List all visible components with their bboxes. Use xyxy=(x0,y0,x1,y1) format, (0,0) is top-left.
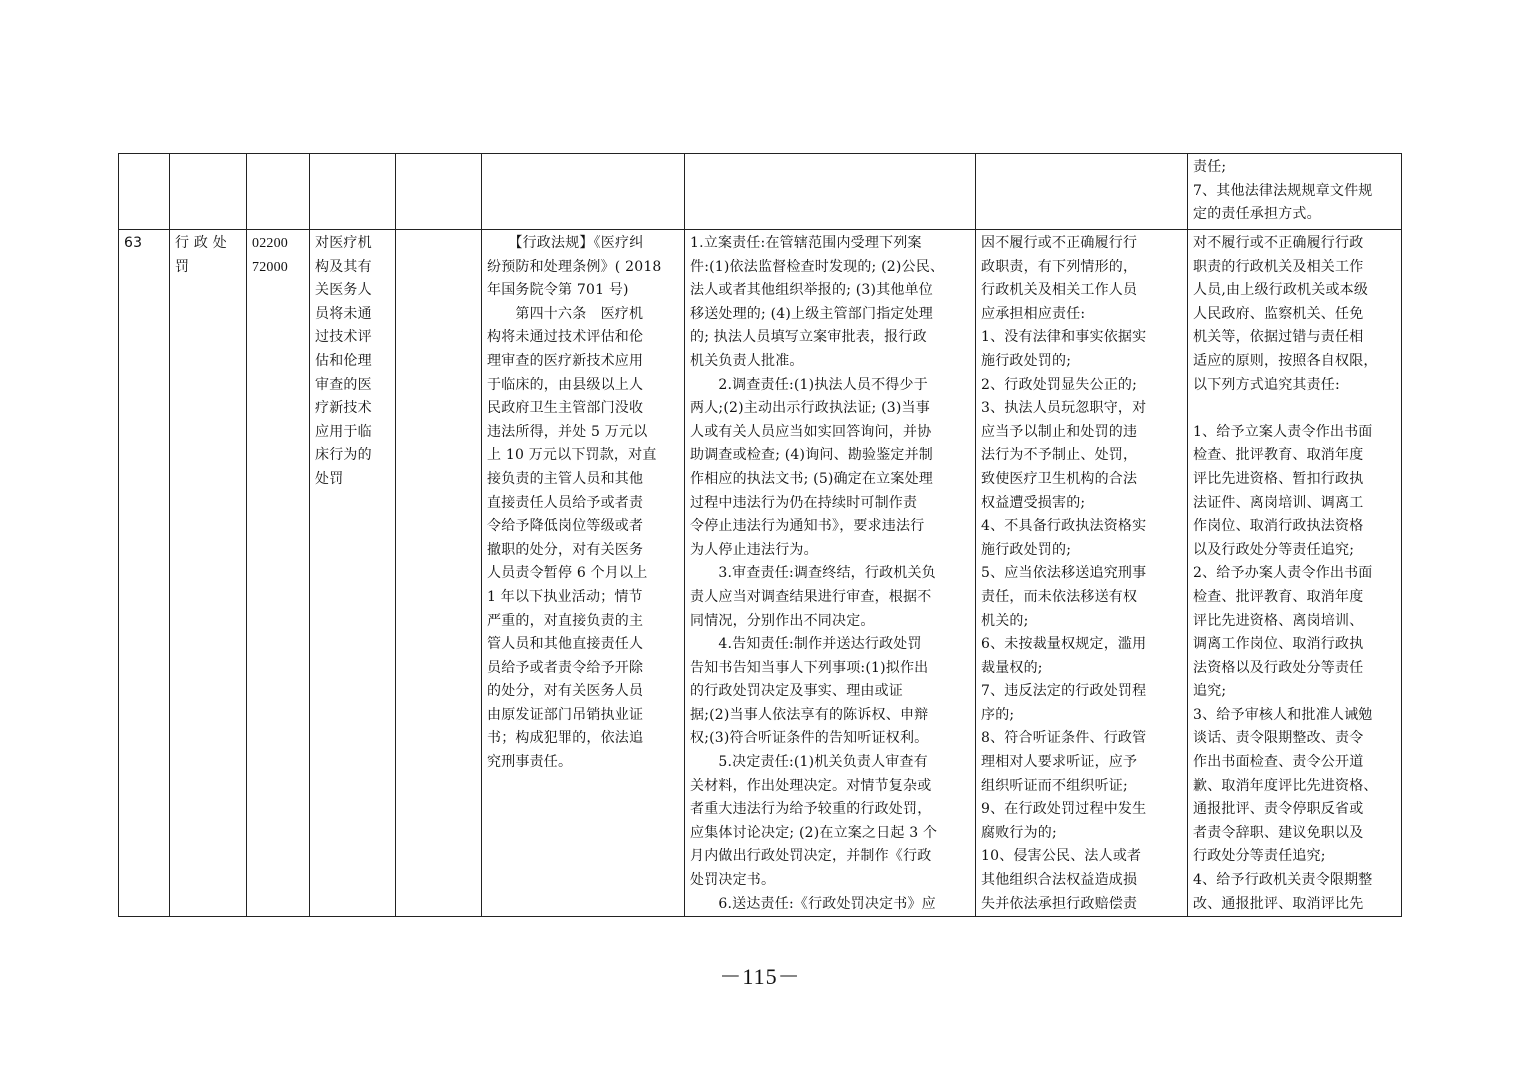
text-line: 撤职的处分，对有关医务 xyxy=(487,541,644,558)
text-line: 作相应的执法文书; (5)确定在立案处理 xyxy=(690,470,933,487)
text-line: 2、给予办案人责令作出书面 xyxy=(1193,565,1373,582)
text-line: 6、未按裁量权规定，滥用 xyxy=(981,636,1147,653)
cell-name xyxy=(310,154,396,230)
text-line: 件:(1)依法监督检查时发现的; (2)公民、 xyxy=(690,258,945,275)
power-type xyxy=(170,230,247,917)
text-line: 谈话、责令限期整改、责令 xyxy=(1193,730,1364,747)
responsibility-items xyxy=(685,230,976,917)
text-line: 管人员和其他直接责任人 xyxy=(487,636,644,653)
text-line: 人员责令暂停 6 个月以上 xyxy=(487,565,648,582)
text-line: 对医疗机 xyxy=(315,235,372,251)
text-line: 人民政府、监察机关、任免 xyxy=(1193,305,1364,322)
text-line: 的; 执法人员填写立案审批表，报行政 xyxy=(690,329,927,346)
text-line: 人或有关人员应当如实回答询问，并协 xyxy=(690,423,932,440)
legal-basis xyxy=(482,230,685,917)
text-line: 月内做出行政处罚决定，并制作《行政 xyxy=(690,848,932,865)
text-line: 关材料，作出处理决定。对情节复杂或 xyxy=(690,777,932,794)
text-line: 法证件、离岗培训、调离工 xyxy=(1193,494,1364,511)
text-line: 床行为的 xyxy=(315,447,372,464)
text-line: 接负责的主管人员和其他 xyxy=(487,470,644,487)
text-line: 估和伦理 xyxy=(315,352,372,369)
text-line: 职责的行政机关及相关工作 xyxy=(1193,258,1364,275)
text-line: 责人应当对调查结果进行审查，根据不 xyxy=(690,588,932,605)
text-line: 者重大违法行为给予较重的行政处罚， xyxy=(690,801,932,818)
text-line: 应当予以制止和处罚的违 xyxy=(981,423,1138,440)
text-line: 作岗位、取消行政执法资格 xyxy=(1193,518,1364,535)
text-line: 权;(3)符合听证条件的告知听证权利。 xyxy=(690,730,929,747)
row-number: 63 xyxy=(119,230,170,917)
text-line: 告知书告知当事人下列事项:(1)拟作出 xyxy=(690,659,929,676)
text-line: 1.立案责任:在管辖范围内受理下列案 xyxy=(690,235,922,251)
text-line: 疗新技术 xyxy=(315,400,372,417)
text-line: 5.决定责任:(1)机关负责人审查有 xyxy=(690,754,928,771)
text-line: 关医务人 xyxy=(315,282,372,299)
text-line: 3、给予审核人和批准人诫勉 xyxy=(1193,706,1373,723)
text-line: 因不履行或不正确履行行 xyxy=(981,235,1138,251)
text-line: 3、执法人员玩忽职守，对 xyxy=(981,400,1147,417)
power-name xyxy=(310,230,396,917)
text-line: 4、不具备行政执法资格实 xyxy=(981,518,1147,535)
text-line: 直接责任人员给予或者责 xyxy=(487,494,644,511)
text-line: 移送处理的; (4)上级主管部门指定处理 xyxy=(690,305,933,322)
text-line: 02200 xyxy=(252,236,288,251)
text-line: 的行政处罚决定及事实、理由或证 xyxy=(690,683,903,700)
liability-circumstances xyxy=(976,230,1188,917)
text-line: 权益遭受损害的; xyxy=(981,494,1086,511)
cell-basis xyxy=(482,154,685,230)
text-line: 腐败行为的; xyxy=(981,824,1057,841)
text-line: 检查、批评教育、取消年度 xyxy=(1193,447,1364,464)
text-line: 以及行政处分等责任追究; xyxy=(1193,541,1355,558)
text-line: 应集体讨论决定; (2)在立案之日起 3 个 xyxy=(690,824,938,841)
cell-accountability xyxy=(1188,154,1402,230)
cell-type xyxy=(170,154,247,230)
text-line: 法行为不予制止、处罚， xyxy=(981,447,1138,464)
text-line: 责任，而未依法移送有权 xyxy=(981,588,1138,605)
text-line: 年国务院令第 701 号) xyxy=(487,282,629,299)
text-line: 施行政处罚的; xyxy=(981,352,1072,369)
text-line: 【行政法规】《医疗纠 xyxy=(487,235,644,251)
table-row xyxy=(119,230,1402,917)
text-line: 3.审查责任:调查终结，行政机关负 xyxy=(690,565,936,582)
text-line: 定的责任承担方式。 xyxy=(1193,206,1321,223)
text-line: 评比先进资格、暂扣行政执 xyxy=(1193,470,1364,487)
text-line: 由原发证部门吊销执业证 xyxy=(487,706,644,723)
text-line: 纷预防和处理条例》( 2018 xyxy=(487,258,662,275)
text-line: 7、其他法律法规规章文件规 xyxy=(1193,182,1373,199)
text-line: 令给予降低岗位等级或者 xyxy=(487,518,644,535)
text-line: 应用于临 xyxy=(315,423,372,440)
text-line: 助调查或检查; (4)询问、勘验鉴定并制 xyxy=(690,447,933,464)
text-line: 改、通报批评、取消评比先 xyxy=(1193,895,1364,912)
text-line: 违法所得，并处 5 万元以 xyxy=(487,423,648,440)
text-line: 裁量权的; xyxy=(981,659,1043,676)
cell-number xyxy=(119,154,170,230)
text-line: 机关等，依据过错与责任相 xyxy=(1193,329,1364,346)
text-line: 究刑事责任。 xyxy=(487,754,573,771)
text-line: 施行政处罚的; xyxy=(981,541,1072,558)
text-line: 书；构成犯罪的，依法追 xyxy=(487,730,644,747)
text-line: 序的; xyxy=(981,706,1015,723)
text-line: 2、行政处罚显失公正的; xyxy=(981,376,1138,393)
accountability-methods xyxy=(1188,230,1402,917)
text-line: 理相对人要求听证，应予 xyxy=(981,754,1138,771)
sub-item xyxy=(396,230,482,917)
page-number: －115－ xyxy=(719,964,801,989)
text-line: 调离工作岗位、取消行政执 xyxy=(1193,636,1364,653)
text-line: 评比先进资格、离岗培训、 xyxy=(1193,612,1364,629)
text-line: 72000 xyxy=(252,259,288,275)
cell-responsibility xyxy=(685,154,976,230)
text-line: 适应的原则，按照各自权限， xyxy=(1193,352,1378,369)
text-line: 1、给予立案人责令作出书面 xyxy=(1193,423,1373,440)
text-line: 第四十六条 医疗机 xyxy=(487,305,644,322)
text-line: 1、没有法律和事实依据实 xyxy=(981,329,1147,346)
cell-sub-item xyxy=(396,154,482,230)
text-line: 过程中违法行为仍在持续时可制作责 xyxy=(690,494,918,511)
text-line: 者责令辞职、建议免职以及 xyxy=(1193,824,1364,841)
continuation-row xyxy=(119,154,1402,230)
text-line: 通报批评、责令停职反省或 xyxy=(1193,801,1364,818)
text-line: 于临床的，由县级以上人 xyxy=(487,376,644,393)
text-line: 构及其有 xyxy=(315,258,372,275)
text-line: 法人或者其他组织举报的; (3)其他单位 xyxy=(690,282,933,299)
text-line: 过技术评 xyxy=(315,329,372,346)
text-line: 失并依法承担行政赔偿责 xyxy=(981,895,1138,912)
text-line: 歉、取消年度评比先进资格、 xyxy=(1193,777,1378,794)
text-line: 5、应当依法移送追究刑事 xyxy=(981,565,1147,582)
text-line: 据;(2)当事人依法享有的陈诉权、申辩 xyxy=(690,706,929,723)
cell-liability xyxy=(976,154,1188,230)
text-line: 对不履行或不正确履行行政 xyxy=(1193,235,1364,251)
text-line: 10、侵害公民、法人或者 xyxy=(981,848,1142,865)
text-line: 7、违反法定的行政处罚程 xyxy=(981,683,1147,700)
text-line: 令停止违法行为通知书》，要求违法行 xyxy=(690,518,925,535)
text-line: 应承担相应责任: xyxy=(981,305,1086,322)
text-line: 政职责，有下列情形的， xyxy=(981,258,1138,275)
text-line: 理审查的医疗新技术应用 xyxy=(487,352,644,369)
text-line: 9、在行政处罚过程中发生 xyxy=(981,801,1147,818)
power-list-table xyxy=(118,153,1402,917)
text-line: 组织听证而不组织听证; xyxy=(981,777,1128,794)
text-line: 6.送达责任:《行政处罚决定书》应 xyxy=(690,895,936,912)
text-line: 机关负责人批准。 xyxy=(690,352,804,369)
text-line: 民政府卫生主管部门没收 xyxy=(487,400,644,417)
text-line: 致使医疗卫生机构的合法 xyxy=(981,470,1138,487)
text-line: 员将未通 xyxy=(315,305,372,322)
text-line: 处罚决定书。 xyxy=(690,872,776,889)
text-line: 为人停止违法行为。 xyxy=(690,541,818,558)
text-line: 法资格以及行政处分等责任 xyxy=(1193,659,1364,676)
text-line: 的处分，对有关医务人员 xyxy=(487,683,644,700)
text-line: 行 政 处 xyxy=(175,235,227,251)
text-line: 构将未通过技术评估和伦 xyxy=(487,329,644,346)
text-line: 8、符合听证条件、行政管 xyxy=(981,730,1147,747)
text-line: 1 年以下执业活动；情节 xyxy=(487,588,643,605)
power-code xyxy=(247,230,310,917)
text-line: 行政机关及相关工作人员 xyxy=(981,282,1138,299)
text-line: 审查的医 xyxy=(315,376,372,393)
text-line: 同情况，分别作出不同决定。 xyxy=(690,612,875,629)
text-line: 罚 xyxy=(175,258,190,275)
text-line: 上 10 万元以下罚款，对直 xyxy=(487,447,657,464)
text-line: 4.告知责任:制作并送达行政处罚 xyxy=(690,636,922,653)
text-line: 两人;(2)主动出示行政执法证; (3)当事 xyxy=(690,400,930,417)
text-line: 4、给予行政机关责令限期整 xyxy=(1193,872,1373,889)
text-line: 处罚 xyxy=(315,470,344,487)
text-line: 人员,由上级行政机关或本级 xyxy=(1193,282,1369,299)
text-line: 责任; xyxy=(1193,159,1227,175)
cell-code xyxy=(247,154,310,230)
text-line: 以下列方式追究其责任: xyxy=(1193,376,1340,393)
text-line: 机关的; xyxy=(981,612,1029,629)
text-line: 严重的，对直接负责的主 xyxy=(487,612,644,629)
text-line: 2.调查责任:(1)执法人员不得少于 xyxy=(690,376,928,393)
text-line: 其他组织合法权益造成损 xyxy=(981,872,1138,889)
text-line: 追究; xyxy=(1193,683,1227,700)
text-line xyxy=(1193,397,1396,421)
text-line: 行政处分等责任追究; xyxy=(1193,848,1326,865)
text-line: 员给予或者责令给予开除 xyxy=(487,659,644,676)
text-line: 作出书面检查、责令公开道 xyxy=(1193,754,1364,771)
text-line: 检查、批评教育、取消年度 xyxy=(1193,588,1364,605)
